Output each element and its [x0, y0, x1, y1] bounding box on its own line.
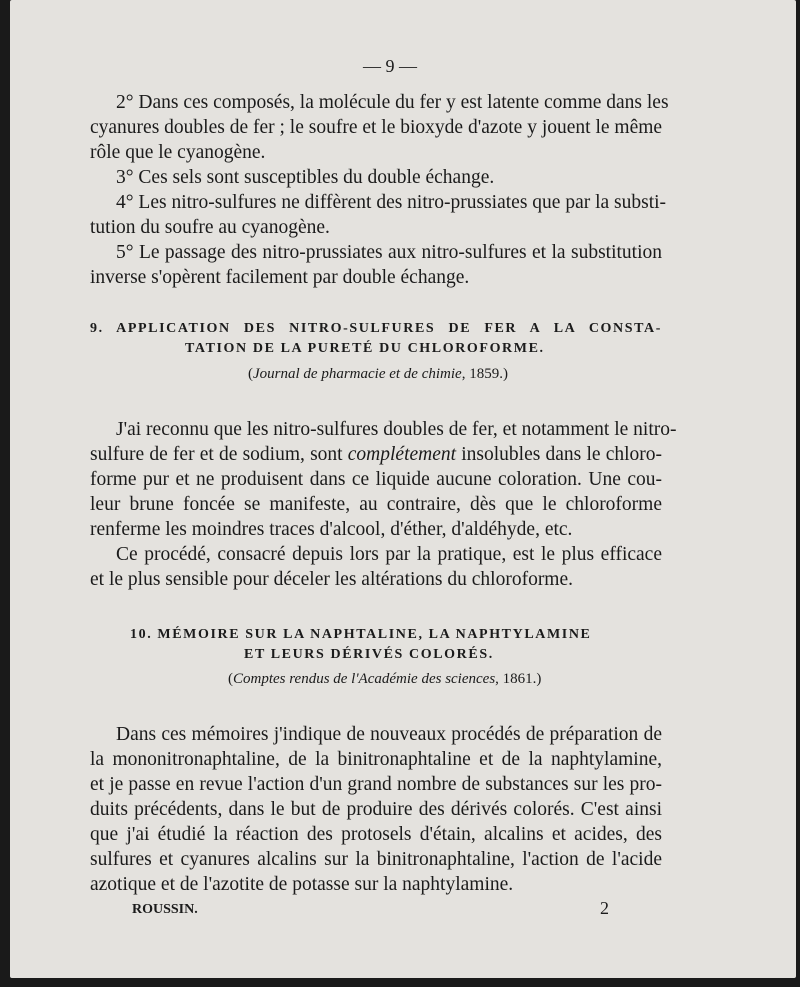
section-10-heading-continued: ET LEURS DÉRIVÉS COLORÉS.	[244, 647, 494, 662]
section-9-year: , 1859.)	[461, 366, 508, 382]
list-item-5-line-1: 5° Le passage des nitro-prussiates aux nitro-sulfures et la substitution	[116, 242, 662, 263]
section-9-para-2-line-2: et le plus sensible pour déceler les altérations du chloroforme.	[90, 569, 574, 590]
text-run: insolubles dans le chloro-	[461, 444, 663, 465]
list-item-2-line-1: 2° Dans ces composés, la molécule du fer y est latente comme dans les	[116, 92, 669, 113]
emphasis-word: complétement	[347, 444, 457, 465]
section-9-heading-continued: TATION DE LA PURETÉ DU CHLOROFORME.	[185, 341, 545, 356]
section-10-para-line-5: que j'ai étudié la réaction des protosels d'étain, alcalins et acides, des	[90, 824, 662, 845]
section-10-source: (Comptes rendus de l'Académie des sciences, 1861.)	[228, 671, 542, 687]
section-10-year: , 1861.)	[495, 671, 542, 687]
section-9-para-1-line-5: renferme les moindres traces d'alcool, d'éther, d'aldéhyde, etc.	[90, 519, 573, 540]
section-9-para-1-line-2	[90, 442, 662, 467]
section-9-source: (Journal de pharmacie et de chimie, 1859.)	[248, 366, 508, 382]
page-number: — 9 —	[363, 56, 417, 76]
list-item-4-line-1: 4° Les nitro-sulfures ne diffèrent des nitro-prussiates que par la substi-	[116, 192, 667, 213]
section-10-journal: Comptes rendus de l'Académie des sciences	[233, 671, 496, 687]
section-10-heading: 10. MÉMOIRE SUR LA NAPHTALINE, LA NAPHTYLAMINE	[130, 627, 592, 642]
section-9-journal: Journal de pharmacie et de chimie	[253, 366, 462, 382]
text-run: sulfure de fer et de sodium, sont	[90, 444, 343, 465]
section-9-para-1-line-3: forme pur et ne produisent dans ce liquide aucune coloration. Une cou-	[90, 469, 662, 490]
section-10-para-line-3: et je passe en revue l'action d'un grand nombre de substances sur les pro-	[90, 774, 662, 795]
section-10-para-line-2: la mononitronaphtaline, de la binitronaphtaline et de la naphtylamine,	[90, 749, 662, 770]
section-10-para-line-7: azotique et de l'azotite de potasse sur la naphtylamine.	[90, 874, 514, 895]
section-9-para-1-line-1: J'ai reconnu que les nitro-sulfures doubles de fer, et notamment le nitro-	[116, 419, 677, 440]
list-item-4-line-2: tution du soufre au cyanogène.	[90, 217, 330, 238]
list-item-2-line-2: cyanures doubles de fer ; le soufre et le bioxyde d'azote y jouent le même	[90, 117, 663, 138]
signature-number: 2	[600, 898, 609, 918]
list-item-3: 3° Ces sels sont susceptibles du double échange.	[116, 167, 495, 188]
printer-signature-author: ROUSSIN.	[132, 902, 198, 917]
section-9-para-2-line-1: Ce procédé, consacré depuis lors par la pratique, est le plus efficace	[116, 544, 662, 565]
book-page	[10, 0, 796, 978]
list-item-5-line-2: inverse s'opèrent facilement par double échange.	[90, 267, 470, 288]
section-9-heading: 9. APPLICATION DES NITRO-SULFURES DE FER A LA CONSTA-	[90, 321, 662, 336]
section-10-para-line-4: duits précédents, dans le but de produire des dérivés colorés. C'est ainsi	[90, 799, 662, 820]
section-9-para-1-line-4: leur brune foncée se manifeste, au contraire, dès que le chloroforme	[90, 494, 662, 515]
section-10-para-line-6: sulfures et cyanures alcalins sur la binitronaphtaline, l'action de l'acide	[90, 849, 662, 870]
list-item-2-line-3: rôle que le cyanogène.	[90, 142, 266, 163]
section-10-para-line-1: Dans ces mémoires j'indique de nouveaux procédés de préparation de	[116, 724, 662, 745]
